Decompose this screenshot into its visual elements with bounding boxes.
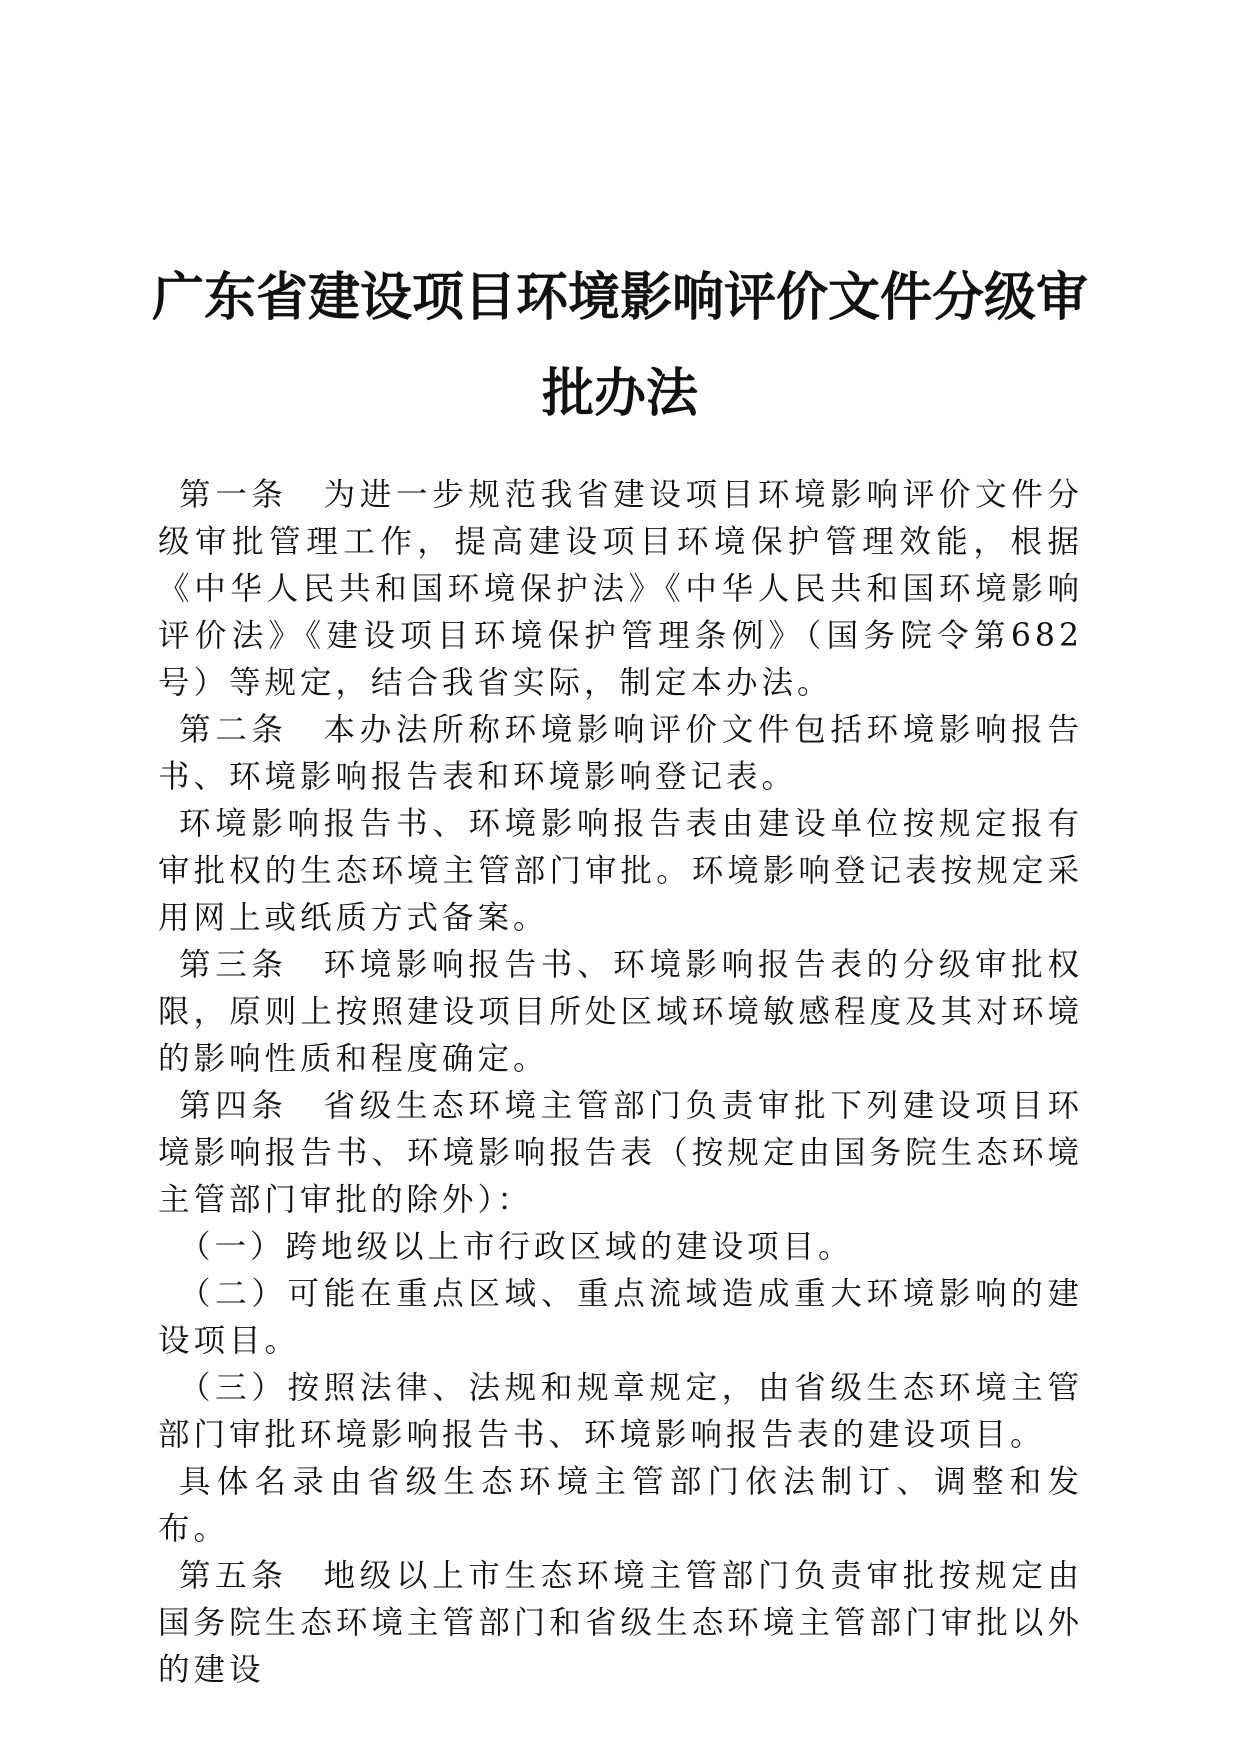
paragraph bbox=[158, 1459, 1083, 1553]
article-text: 地级以上市生态环境主管部门负责审批按规定由国务院生态环境主管部门和省级生态环境主管部门审批以外的建设 bbox=[158, 1558, 1083, 1688]
list-item-2 bbox=[158, 1271, 1083, 1365]
article-number: 第三条 bbox=[179, 947, 288, 983]
paragraph bbox=[158, 801, 1083, 942]
article-text: 环境影响报告书、环境影响报告表的分级审批权限，原则上按照建设项目所处区域环境敏感程度及其对环境的影响性质和程度确定。 bbox=[158, 947, 1083, 1077]
document-title: 广东省建设项目环境影响评价文件分级审批办法 bbox=[151, 267, 1088, 424]
article-4 bbox=[158, 1083, 1083, 1224]
document-body bbox=[158, 472, 1083, 1694]
list-item-text: （一）跨地级以上市行政区域的建设项目。 bbox=[179, 1229, 854, 1265]
paragraph-text: 具体名录由省级生态环境主管部门依法制订、调整和发布。 bbox=[158, 1464, 1083, 1547]
list-item-text: （二）可能在重点区域、重点流域造成重大环境影响的建设项目。 bbox=[158, 1276, 1083, 1359]
article-number: 第二条 bbox=[179, 712, 288, 748]
article-5 bbox=[158, 1553, 1083, 1694]
paragraph-text: 环境影响报告书、环境影响报告表由建设单位按规定报有审批权的生态环境主管部门审批。环境影响登记表按规定采用网上或纸质方式备案。 bbox=[158, 806, 1083, 936]
article-text: 本办法所称环境影响评价文件包括环境影响报告书、环境影响报告表和环境影响登记表。 bbox=[158, 712, 1083, 795]
article-text: 省级生态环境主管部门负责审批下列建设项目环境影响报告书、环境影响报告表（按规定由国务院生态环境主管部门审批的除外）： bbox=[158, 1088, 1083, 1218]
article-2 bbox=[158, 707, 1083, 801]
article-number: 第四条 bbox=[179, 1088, 288, 1124]
list-item-3 bbox=[158, 1365, 1083, 1459]
article-1 bbox=[158, 472, 1083, 707]
article-number: 第五条 bbox=[179, 1558, 288, 1594]
article-number: 第一条 bbox=[179, 477, 288, 513]
list-item-1 bbox=[158, 1224, 1083, 1271]
article-text: 为进一步规范我省建设项目环境影响评价文件分级审批管理工作，提高建设项目环境保护管理效能，根据《中华人民共和国环境保护法》《中华人民共和国环境影响评价法》《建设项目环境保护管理条例》（国务院令第682号）等规定，结合我省实际，制定本办法。 bbox=[158, 477, 1083, 701]
list-item-text: （三）按照法律、法规和规章规定，由省级生态环境主管部门审批环境影响报告书、环境影响报告表的建设项目。 bbox=[158, 1370, 1083, 1453]
article-3 bbox=[158, 942, 1083, 1083]
